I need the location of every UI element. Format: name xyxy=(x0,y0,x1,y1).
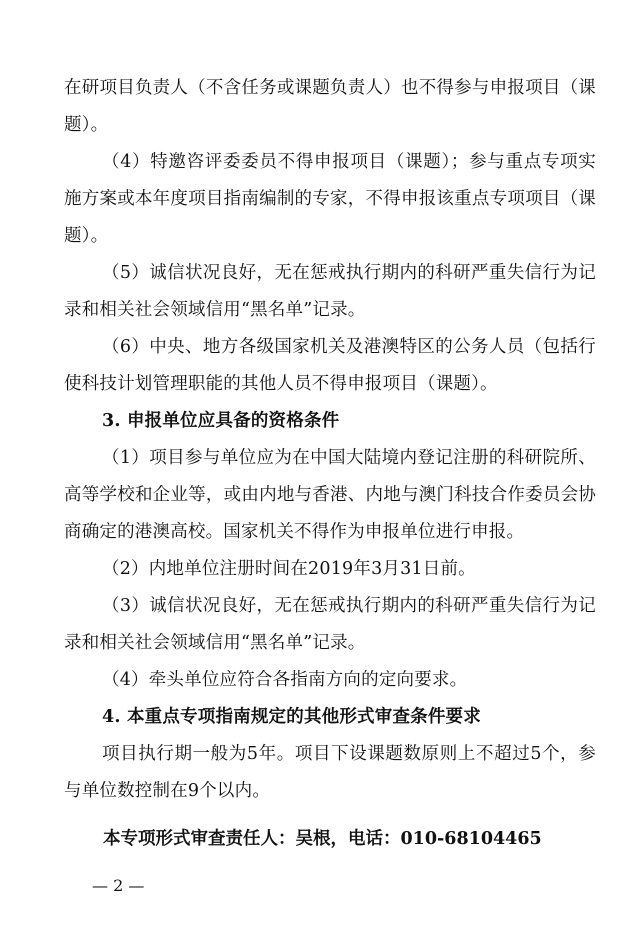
paragraph-unit-4: （4）牵头单位应符合各指南方向的定向要求。 xyxy=(102,670,468,690)
section-heading-4: 4. 本重点专项指南规定的其他形式审查条件要求 xyxy=(102,707,481,727)
paragraph-other-requirements: 项目执行期一般为5年。项目下设课题数原则上不超过5个，参与单位数控制在9个以内。 xyxy=(64,744,596,801)
paragraph-continued-1: 在研项目负责人（不含任务或课题负责人）也不得参与申报项目（课题）。 xyxy=(64,78,596,135)
page-number: — 2 — xyxy=(92,876,145,895)
paragraph-unit-1: （1）项目参与单位应为在中国大陆境内登记注册的科研院所、高等学校和企业等，或由内地与香港、内地与澳门科技合作委员会协商确定的港澳高校。国家机关不得作为申报单位进行申报。 xyxy=(64,448,596,542)
responsible-person-line: 本专项形式审查责任人：吴根，电话：010-68104465 xyxy=(103,829,542,849)
document-body xyxy=(64,70,596,810)
paragraph-item-5: （5）诚信状况良好，无在惩戒执行期内的科研严重失信行为记录和相关社会领域信用“黑名单”记录。 xyxy=(64,263,596,320)
section-heading-3: 3. 申报单位应具备的资格条件 xyxy=(102,411,340,431)
paragraph-unit-2: （2）内地单位注册时间在2019年3月31日前。 xyxy=(102,559,476,579)
paragraph-item-6: （6）中央、地方各级国家机关及港澳特区的公务人员（包括行使科技计划管理职能的其他人员不得申报项目（课题）。 xyxy=(64,337,596,394)
paragraph-item-4: （4）特邀咨评委委员不得申报项目（课题）；参与重点专项实施方案或本年度项目指南编制的专家，不得申报该重点专项项目（课题）。 xyxy=(64,152,596,246)
paragraph-unit-3: （3）诚信状况良好，无在惩戒执行期内的科研严重失信行为记录和相关社会领域信用“黑名单”记录。 xyxy=(64,596,596,653)
